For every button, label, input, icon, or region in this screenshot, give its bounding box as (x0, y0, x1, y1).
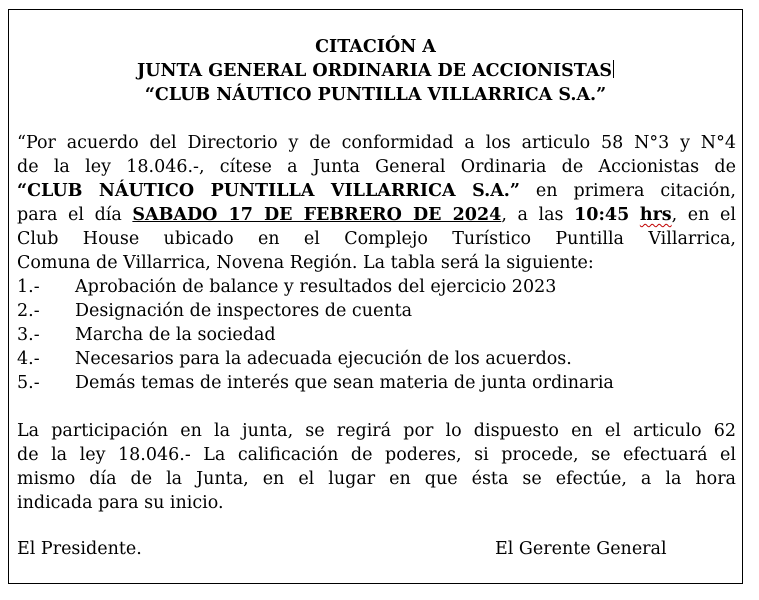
agenda-item-text: Marcha de la sociedad (75, 325, 276, 345)
paragraph-2-line-2: de la ley 18.046.- La calificación de poderes, si procede, se efectuará el (17, 445, 736, 465)
signature-president: El Presidente. (17, 539, 142, 559)
paragraph-2-line-1: La participación en la junta, se regirá por lo dispuesto en el articulo 62 (17, 421, 736, 441)
paragraph-1-line-3 (17, 179, 736, 203)
paragraph-1-line-5: Club House ubicado en el Complejo Turístico Puntilla Villarrica, (17, 229, 736, 249)
agenda-item-text: Aprobación de balance y resultados del ejercicio 2023 (75, 277, 557, 297)
agenda-item (17, 371, 614, 395)
date-prefix: para el día (17, 205, 133, 225)
document-frame (8, 9, 743, 584)
agenda-item-text: Necesarios para la adecuada ejecución de los acuerdos. (75, 349, 572, 369)
title-line-2-text: JUNTA GENERAL ORDINARIA DE ACCIONISTAS (136, 61, 613, 81)
meeting-time: 10:45 (574, 205, 630, 225)
paragraph-1-line-2: de la ley 18.046.-, cítese a Junta General Ordinaria de Accionistas de (17, 157, 736, 177)
paragraph-2-line-4: indicada para su inicio. (17, 493, 224, 513)
agenda-item-text: Designación de inspectores de cuenta (75, 301, 413, 321)
agenda-item-number: 3.- (17, 325, 40, 345)
agenda-item (17, 323, 276, 347)
paragraph-1-line-4 (17, 203, 736, 227)
hours-unit: hrs (639, 205, 672, 225)
time-prefix: , a las (501, 205, 575, 225)
meeting-date: SABADO 17 DE FEBRERO DE 2024 (132, 205, 502, 225)
agenda-item-number: 5.- (17, 373, 40, 393)
paragraph-2-line-3: mismo día de la Junta, en el lugar en que ésta se efectúe, a la hora (17, 469, 736, 489)
agenda-item-number: 4.- (17, 349, 40, 369)
paragraph-1-line-1: “Por acuerdo del Directorio y de conformidad a los articulo 58 N°3 y N°4 (17, 133, 736, 153)
title-line-1: CITACIÓN A (315, 37, 436, 57)
paragraph-1-line-6: Comuna de Villarrica, Novena Región. La tabla será la siguiente: (17, 253, 594, 273)
title-line-2 (9, 59, 742, 83)
agenda-item-number: 1.- (17, 277, 40, 297)
agenda-item (17, 275, 556, 299)
signature-general-manager: El Gerente General (495, 539, 667, 559)
agenda-item (17, 299, 412, 323)
time-suffix: , en el (671, 205, 736, 225)
agenda-item (17, 347, 572, 371)
paragraph-1-line-3-rest: en primera citación, (519, 181, 736, 201)
agenda-item-text: Demás temas de interés que sean materia de junta ordinaria (75, 373, 614, 393)
text-cursor (613, 60, 614, 78)
company-name-bold: “CLUB NÁUTICO PUNTILLA VILLARRICA S.A.” (17, 181, 520, 201)
agenda-item-number: 2.- (17, 301, 40, 321)
title-line-3: “CLUB NÁUTICO PUNTILLA VILLARRICA S.A.” (144, 85, 607, 105)
